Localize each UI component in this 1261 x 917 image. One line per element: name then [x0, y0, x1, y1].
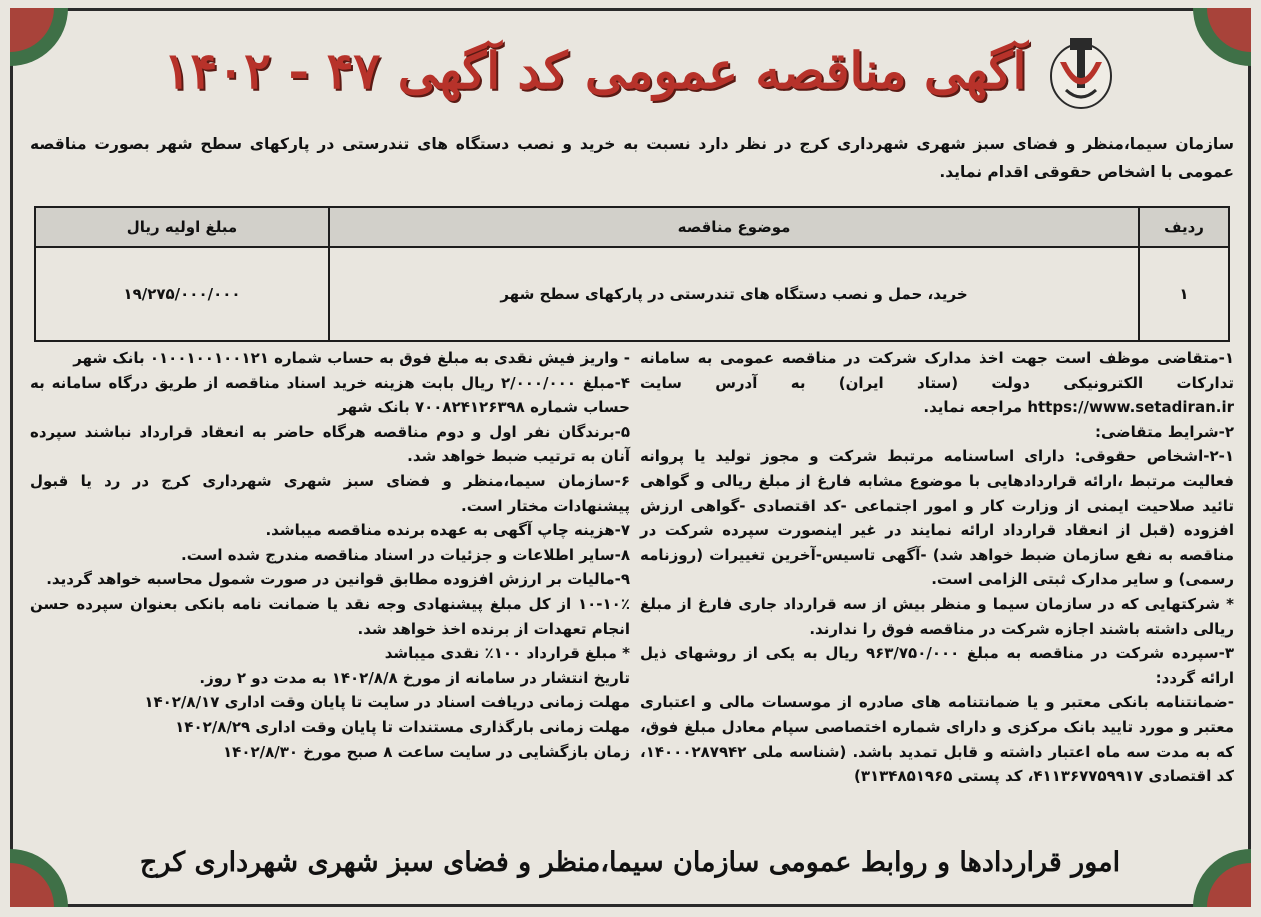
amount-cell: ۱۹/۲۷۵/۰۰۰/۰۰۰	[35, 247, 329, 341]
column-header-subject: موضوع مناقصه	[329, 207, 1139, 247]
clause-2-1: ۲-۱-اشخاص حقوقی: دارای اساسنامه مرتبط شرکت و مجوز تولید یا پروانه فعالیت مرتبط ،ارائه قراردادهایی با موضوع مشابه فارغ از مبلغ ریالی و گواهی تائید صلاحیت ایمنی از وزارت کار و امور اجتماعی -کد اقتصادی -گواهی ارزش افزوده (قبل از انعقاد قرارداد ارائه نمایند در غیر اینصورت سپرده شرکت در مناقصه به نفع سازمان ضبط خواهد شد) -آگهی تاسیس-آخرین تغییرات (روزنامه رسمی) و سایر مدارک ثبتی الزامی است.	[640, 447, 1234, 589]
clause-1: ۱-متقاضی موظف است جهت اخذ مدارک شرکت در مناقصه عمومی به سامانه تدارکات الکترونیکی دولت (ستاد ایران) به آدرس سایت https://www.setadiran.ir مراجعه نماید.	[640, 349, 1234, 417]
clause-10: ۱۰-۱۰٪ از کل مبلغ پیشنهادی وجه نقد یا ضمانت نامه بانکی بعنوان سپرده حسن انجام تعهدات از برنده اخذ خواهد شد.	[30, 594, 630, 638]
clause-7: ۷-هزینه چاپ آگهی به عهده برنده مناقصه میباشد.	[265, 521, 630, 540]
clause-guarantee: -ضمانتنامه بانکی معتبر و یا ضمانتنامه های صادره از موسسات مالی و اعتباری معتبر و مورد تایید بانک مرکزی و دارای شماره اختصاصی سپام معادل مبلغ فوق، که به مدت سه ماه اعتبار داشته و قابل تمدید باشد. (شناسه ملی ۱۴۰۰۰۲۸۷۹۴۲، کد اقتصادی ۴۱۱۳۶۷۷۵۹۹۱۷، کد پستی ۳۱۳۴۸۵۱۹۶۵)	[640, 693, 1234, 786]
clause-2-heading: ۲-شرایط متقاضی:	[1094, 422, 1234, 441]
column-header-initial-amount: مبلغ اولیه ریال	[35, 207, 329, 247]
clause-8: ۸-سایر اطلاعات و جزئیات در اسناد مناقصه مندرج شده است.	[181, 545, 630, 564]
clause-3-deposit: ۳-سپرده شرکت در مناقصه به مبلغ ۹۶۳/۷۵۰/۰۰۰ ریال به یکی از روشهای ذیل ارائه گردد:	[640, 644, 1234, 687]
clause-cash-note: * مبلغ قرارداد ۱۰۰٪ نقدی میباشد	[384, 644, 630, 663]
clause-9: ۹-مالیات بر ارزش افزوده مطابق قوانین در صورت شمول محاسبه خواهد گردید.	[46, 570, 630, 589]
clause-note-contracts: * شرکتهایی که در سازمان سیما و منظر بیش از سه قرارداد جاری فارغ از مبلغ ریالی داشته باشند اجازه شرکت در مناقصه فوق را ندارند.	[640, 594, 1234, 638]
corner-ornament-top-right	[1193, 8, 1251, 66]
organization-logo-icon	[1046, 32, 1116, 112]
conditions-left-column	[30, 346, 630, 764]
document-deadline: مهلت زمانی دریافت اسناد در سایت تا پایان وقت اداری ۱۴۰۲/۸/۱۷	[144, 693, 630, 712]
clause-6: ۶-سازمان سیما،منظر و فضای سبز شهری شهرداری کرج در رد یا قبول پیشنهادات مختار است.	[30, 471, 630, 515]
publish-date: تاریخ انتشار در سامانه از مورخ ۱۴۰۲/۸/۸ به مدت دو ۲ روز.	[199, 668, 630, 687]
row-number-cell: ۱	[1139, 247, 1229, 341]
table-header-row	[35, 207, 1229, 247]
column-header-row-number: ردیف	[1139, 207, 1229, 247]
table-row	[35, 247, 1229, 341]
opening-date: زمان بازگشایی در سایت ساعت ۸ صبح مورخ ۱۴۰۲/۸/۳۰	[223, 742, 630, 761]
intro-paragraph: سازمان سیما،منظر و فضای سبز شهری شهرداری کرج در نظر دارد نسبت به خرید و نصب دستگاه های تندرستی در پارکهای سطح شهر بصورت مناقصه عمومی با اشخاص حقوقی اقدام نماید.	[30, 135, 1234, 181]
clause-cash-deposit: - واریز فیش نقدی به مبلغ فوق به حساب شماره ۰۱۰۰۱۰۰۱۰۰۱۲۱ بانک شهر	[73, 349, 630, 367]
conditions-right-column	[640, 346, 1234, 789]
clause-5: ۵-برندگان نفر اول و دوم مناقصه هرگاه حاضر به انعقاد قرارداد نباشند سپرده آنان به ترتیب ضبط خواهد شد.	[30, 422, 630, 466]
subject-cell: خرید، حمل و نصب دستگاه های تندرستی در پارکهای سطح شهر	[329, 247, 1139, 341]
upload-deadline: مهلت زمانی بارگذاری مستندات تا پایان وقت اداری ۱۴۰۲/۸/۲۹	[175, 717, 630, 736]
tender-table	[34, 206, 1230, 342]
corner-ornament-top-left	[10, 8, 68, 66]
clause-4: ۴-مبلغ ۲/۰۰۰/۰۰۰ ریال بابت هزینه خرید اسناد مناقصه از طریق درگاه سامانه به حساب شماره ۷۰۰۸۲۴۱۲۶۳۹۸ بانک شهر	[30, 373, 631, 417]
footer-signature: امور قراردادها و روابط عمومی سازمان سیما،منظر و فضای سبز شهری شهرداری کرج	[139, 846, 1121, 878]
notice-title: آگهی مناقصه عمومی کد آگهی ۴۷ - ۱۴۰۲	[163, 40, 1027, 100]
corner-ornament-bottom-right	[1193, 849, 1251, 907]
